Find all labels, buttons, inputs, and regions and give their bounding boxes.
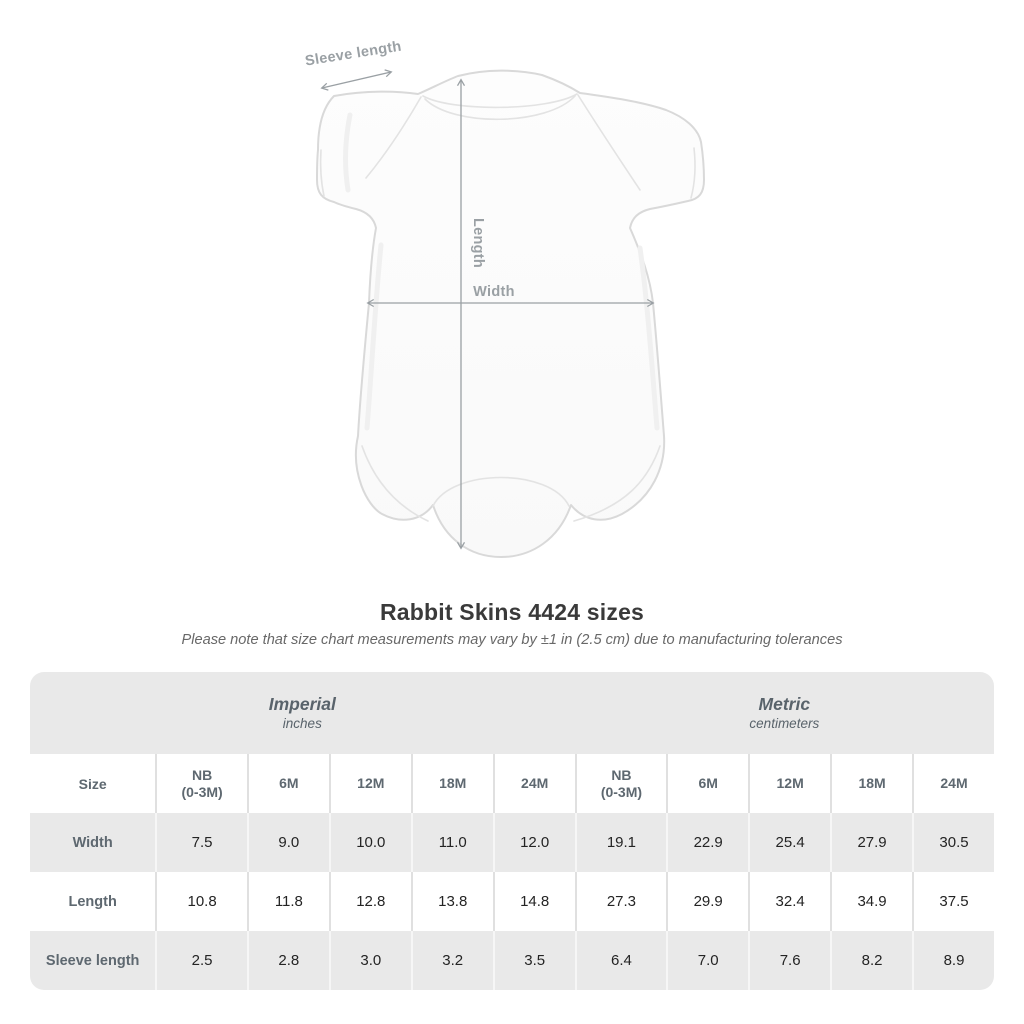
unit-name: Metric [758, 694, 811, 714]
column-header [912, 754, 994, 813]
size-value: 8.2 [830, 931, 912, 990]
column-header [666, 754, 748, 813]
size-value: 9.0 [247, 813, 329, 872]
column-header-line: NB [611, 766, 632, 783]
unit-subtitle: inches [282, 716, 322, 731]
size-value: 32.4 [748, 872, 830, 931]
size-value: 3.5 [493, 931, 575, 990]
table-row [30, 813, 994, 872]
unit-name: Imperial [268, 694, 336, 714]
size-value: 8.9 [912, 931, 994, 990]
size-value: 14.8 [493, 872, 575, 931]
sleeve-length-arrow [322, 72, 391, 88]
column-header-line: 6M [279, 775, 299, 791]
column-header-line: 18M [858, 775, 886, 791]
column-header [748, 754, 830, 813]
page-title: Rabbit Skins 4424 sizes [379, 599, 645, 625]
column-header [411, 754, 493, 813]
size-value: 12.8 [329, 872, 411, 931]
length-label: Length [470, 217, 486, 269]
size-value: 13.8 [411, 872, 493, 931]
unit-group-imperial [30, 672, 575, 754]
size-value: 27.9 [830, 813, 912, 872]
column-header-line: 12M [357, 775, 385, 791]
sleeve-length-label: Sleeve length [304, 38, 403, 70]
size-value: 3.0 [329, 931, 411, 990]
column-header-line: 6M [698, 775, 718, 791]
column-header [155, 754, 247, 813]
size-value: 12.0 [493, 813, 575, 872]
size-value: 19.1 [575, 813, 667, 872]
size-table [30, 672, 994, 990]
size-value: 25.4 [748, 813, 830, 872]
width-label: Width [473, 284, 515, 300]
size-value: 7.5 [155, 813, 247, 872]
size-value: 7.6 [748, 931, 830, 990]
column-header-line: NB [191, 766, 213, 783]
size-value: 22.9 [666, 813, 748, 872]
size-value: 11.0 [411, 813, 493, 872]
column-header-line: 18M [439, 775, 467, 791]
size-value: 3.2 [411, 931, 493, 990]
bodysuit-shape [317, 71, 704, 557]
table-row [30, 931, 994, 990]
column-header [329, 754, 411, 813]
column-header [493, 754, 575, 813]
unit-group-metric [575, 672, 994, 754]
unit-subtitle: centimeters [749, 716, 820, 731]
size-value: 11.8 [247, 872, 329, 931]
size-value: 29.9 [666, 872, 748, 931]
row-label: Length [30, 872, 155, 931]
column-header-line: 24M [521, 775, 549, 791]
size-value: 7.0 [666, 931, 748, 990]
column-header-line: (0-3M) [600, 783, 643, 800]
size-value: 10.8 [155, 872, 247, 931]
size-value: 34.9 [830, 872, 912, 931]
column-header-line: 24M [940, 775, 968, 791]
column-header [830, 754, 912, 813]
size-value: 2.5 [155, 931, 247, 990]
size-value: 6.4 [575, 931, 667, 990]
unit-band [30, 672, 994, 754]
column-header-row [30, 754, 994, 813]
size-value: 2.8 [247, 931, 329, 990]
tolerance-note: Please note that size chart measurements may vary by ±1 in (2.5 cm) due to manufacturing tolerances [181, 632, 843, 648]
size-value: 27.3 [575, 872, 667, 931]
size-value: 30.5 [912, 813, 994, 872]
row-label: Width [30, 813, 155, 872]
size-value: 10.0 [329, 813, 411, 872]
size-col-header: Size [30, 754, 155, 813]
size-value: 37.5 [912, 872, 994, 931]
table-row [30, 872, 994, 931]
column-header [247, 754, 329, 813]
column-header [575, 754, 667, 813]
column-header-line: (0-3M) [181, 783, 223, 800]
row-label: Sleeve length [30, 931, 155, 990]
column-header-line: 12M [776, 775, 804, 791]
